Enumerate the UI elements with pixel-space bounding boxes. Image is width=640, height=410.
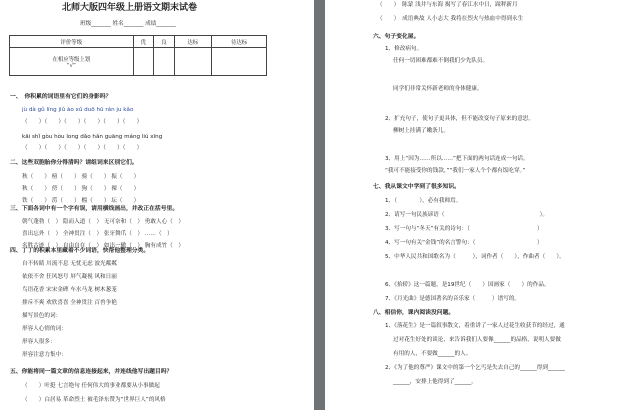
section-6-heading: 六、句子变化屋。 (373, 34, 420, 40)
section-8-heading: 八、相信你，课内阅读没问题。 (373, 310, 455, 316)
answer-blanks-row[interactable]: （ ）（ ）（ ）（ ）（ ）（ ） (22, 119, 143, 125)
matching-row: （ ）叶挺 七言绝句 任何伟大的事业都要从小事做起 (22, 383, 160, 389)
category-line: 描写景色的词： (22, 313, 62, 319)
word-list-row: 依依不舍 狂风怒号 屏气凝视 风和日丽 (22, 274, 117, 280)
grade-header-cell: 待达标 (212, 36, 267, 48)
question-text: 同学们非常关怀新老师的身体健康。 (393, 86, 483, 92)
grade-header-cell: 良 (154, 36, 174, 48)
word-list-row: 排斥不爽 欢欣喜喜 全神贯注 百兽争艳 (22, 300, 117, 306)
word-pair-row: 铁（ ） 涝（ ） 榴（ ） 坛（ ） (22, 198, 140, 204)
correction-row: 朝气蓬勃（ ） 隐而入道（ ） 无可奈和（ ） 勇敢人心（ ） (22, 219, 184, 225)
reading-question-line: ______，安排上他得到了______。 (393, 379, 477, 385)
fill-in-question: 1、（ ），必有我师焉。 (385, 198, 462, 204)
grade-header-cell: 达标 (174, 36, 212, 48)
pinyin-row: kāi shǐ gòu hòu long dǎo hǎn guāng máng liú xīng (22, 134, 163, 140)
word-pair-row: 秋（ ） 傍（ ） 狗（ ） 裸（ ） (22, 186, 140, 192)
question-text: 2、扩充句子，使句子更具体，但不能改变句子原来的意思。 (385, 116, 534, 122)
category-line: 形容注意力集中： (22, 352, 67, 358)
grade-header-cell: 评价等级 (10, 36, 134, 48)
grade-cell-excellent[interactable] (133, 48, 153, 76)
category-line: 形容人心情的词： (22, 326, 67, 332)
grade-row-label-mark: “√” (66, 62, 76, 69)
section-2-heading: 二、这些双胞胎你分得清吗？请组词来区别它们。 (10, 160, 138, 166)
document-page-1 (0, 0, 314, 410)
fill-in-question: 3、写一句与“冬天”有关的诗句：（ ） (385, 226, 543, 232)
grade-header-cell: 优 (133, 36, 153, 48)
question-text: 柳树上挂满了嫩条儿。 (393, 128, 449, 134)
matching-row: （ ）白居易 革命烈士 被毛泽东赞为“世界巨人”的风格 (22, 397, 166, 403)
fill-in-question: 7、《月光曲》是德国著名的音乐家（ ）谱写的。 (385, 296, 521, 302)
question-text: 任何一切困难都难不倒我们少先队员。 (393, 58, 489, 64)
fill-in-question: 4、写一句有关“金钱”的名言警句：（ ） (385, 240, 543, 246)
word-list-row: 自不转睛 川流不息 无忧无虑 波光粼粼 (22, 261, 117, 267)
correction-row: 喜出忘外（ ） 全神贯注（ ） 张牙舞爪（ ） ……（ ） (22, 231, 173, 237)
section-4-heading: 四、丁丁的积累本里藏着不少词语，快帮他整理分类。 (10, 248, 150, 254)
matching-row: （ ） 陈蒙 浅井与东海 揭写了春江水中日，踩秤新月 (377, 2, 518, 8)
word-pair-row: 秋（ ） 榜（ ） 骑（ ） 振（ ） (22, 174, 140, 180)
category-line: 形容人很多： (22, 339, 56, 345)
student-info-line: 班级_______ 姓名_______ 成绩_______ (80, 21, 176, 27)
reading-question-line: 有用的人，不要做______的人。 (393, 351, 472, 357)
question-text: 1、修改病句。 (385, 46, 423, 52)
section-7-heading: 七、我从课文中学到了很多知识。 (373, 184, 460, 190)
matching-row: （ ） 成语典故 人小志大 我将在烈火与热血中得到永生 (377, 16, 524, 22)
section-3-heading: 三、下面各词中有一个字有误，请用横线画出，并改正在括号里。 (10, 206, 179, 212)
correction-row: 名胜古迹（ ） 自由自在（ ） 如出一辙（ ） 胸有成竹（ ） (22, 243, 184, 249)
page-title: 北师大版四年级上册语文期末试卷 (62, 3, 198, 13)
grade-row-label (10, 48, 134, 76)
section-5-heading: 五、你能将同一篇文章的信息连接起来，并连线他写出题目吗？ (10, 369, 173, 375)
question-text: 3、用上“因为……所以……”把下面的两句话连成一句话。 (385, 156, 529, 162)
grade-cell-pending[interactable] (212, 48, 267, 76)
grade-cell-good[interactable] (154, 48, 174, 76)
reading-question-line: 2、《为了他的尊严》课文中的第一个乞丐是失去自己的______得到______ (385, 365, 565, 371)
fill-in-question: 2、请写一句民族谚语（ ）。 (385, 212, 548, 218)
grade-table (9, 35, 267, 76)
fill-in-question: 6、《抬轿》这一篇题，是19世纪（ ）国画家（ ）的作品。 (385, 282, 550, 288)
word-list-row: 鸟语花香 宋宋金碑 车水马龙 树木葱茏 (22, 287, 117, 293)
answer-blanks-row[interactable]: （ ）（ ）（ ）（ ）（ ）（ ） (22, 145, 143, 151)
reading-question-line: 1、《落花生》是一篇叙事散文，着重讲了一家人过花生收获节的经过，通 (385, 323, 565, 329)
pinyin-row: jù dà gǔ líng jiǔ ào xǔ duō hū rán ju kǎo (22, 107, 134, 113)
question-text: “我可不能接受你的钱款，”“我们一家人个个都有饭吃穿。” (385, 168, 526, 174)
document-page-2 (325, 0, 640, 410)
section-1-heading: 一、 你积累的词语里有它们的身影吗？ (10, 94, 112, 100)
grade-cell-pass[interactable] (174, 48, 212, 76)
reading-question-line: 过对花生好处的谈论，来告诉我们人要像______的品格，说明人要做 (393, 337, 561, 343)
fill-in-question: 5、中华人民共和国歌名为（ ），词作者（ ），作曲者（ ）。 (385, 254, 565, 260)
grade-row-label-line: 在相应等级上划 (52, 56, 91, 63)
